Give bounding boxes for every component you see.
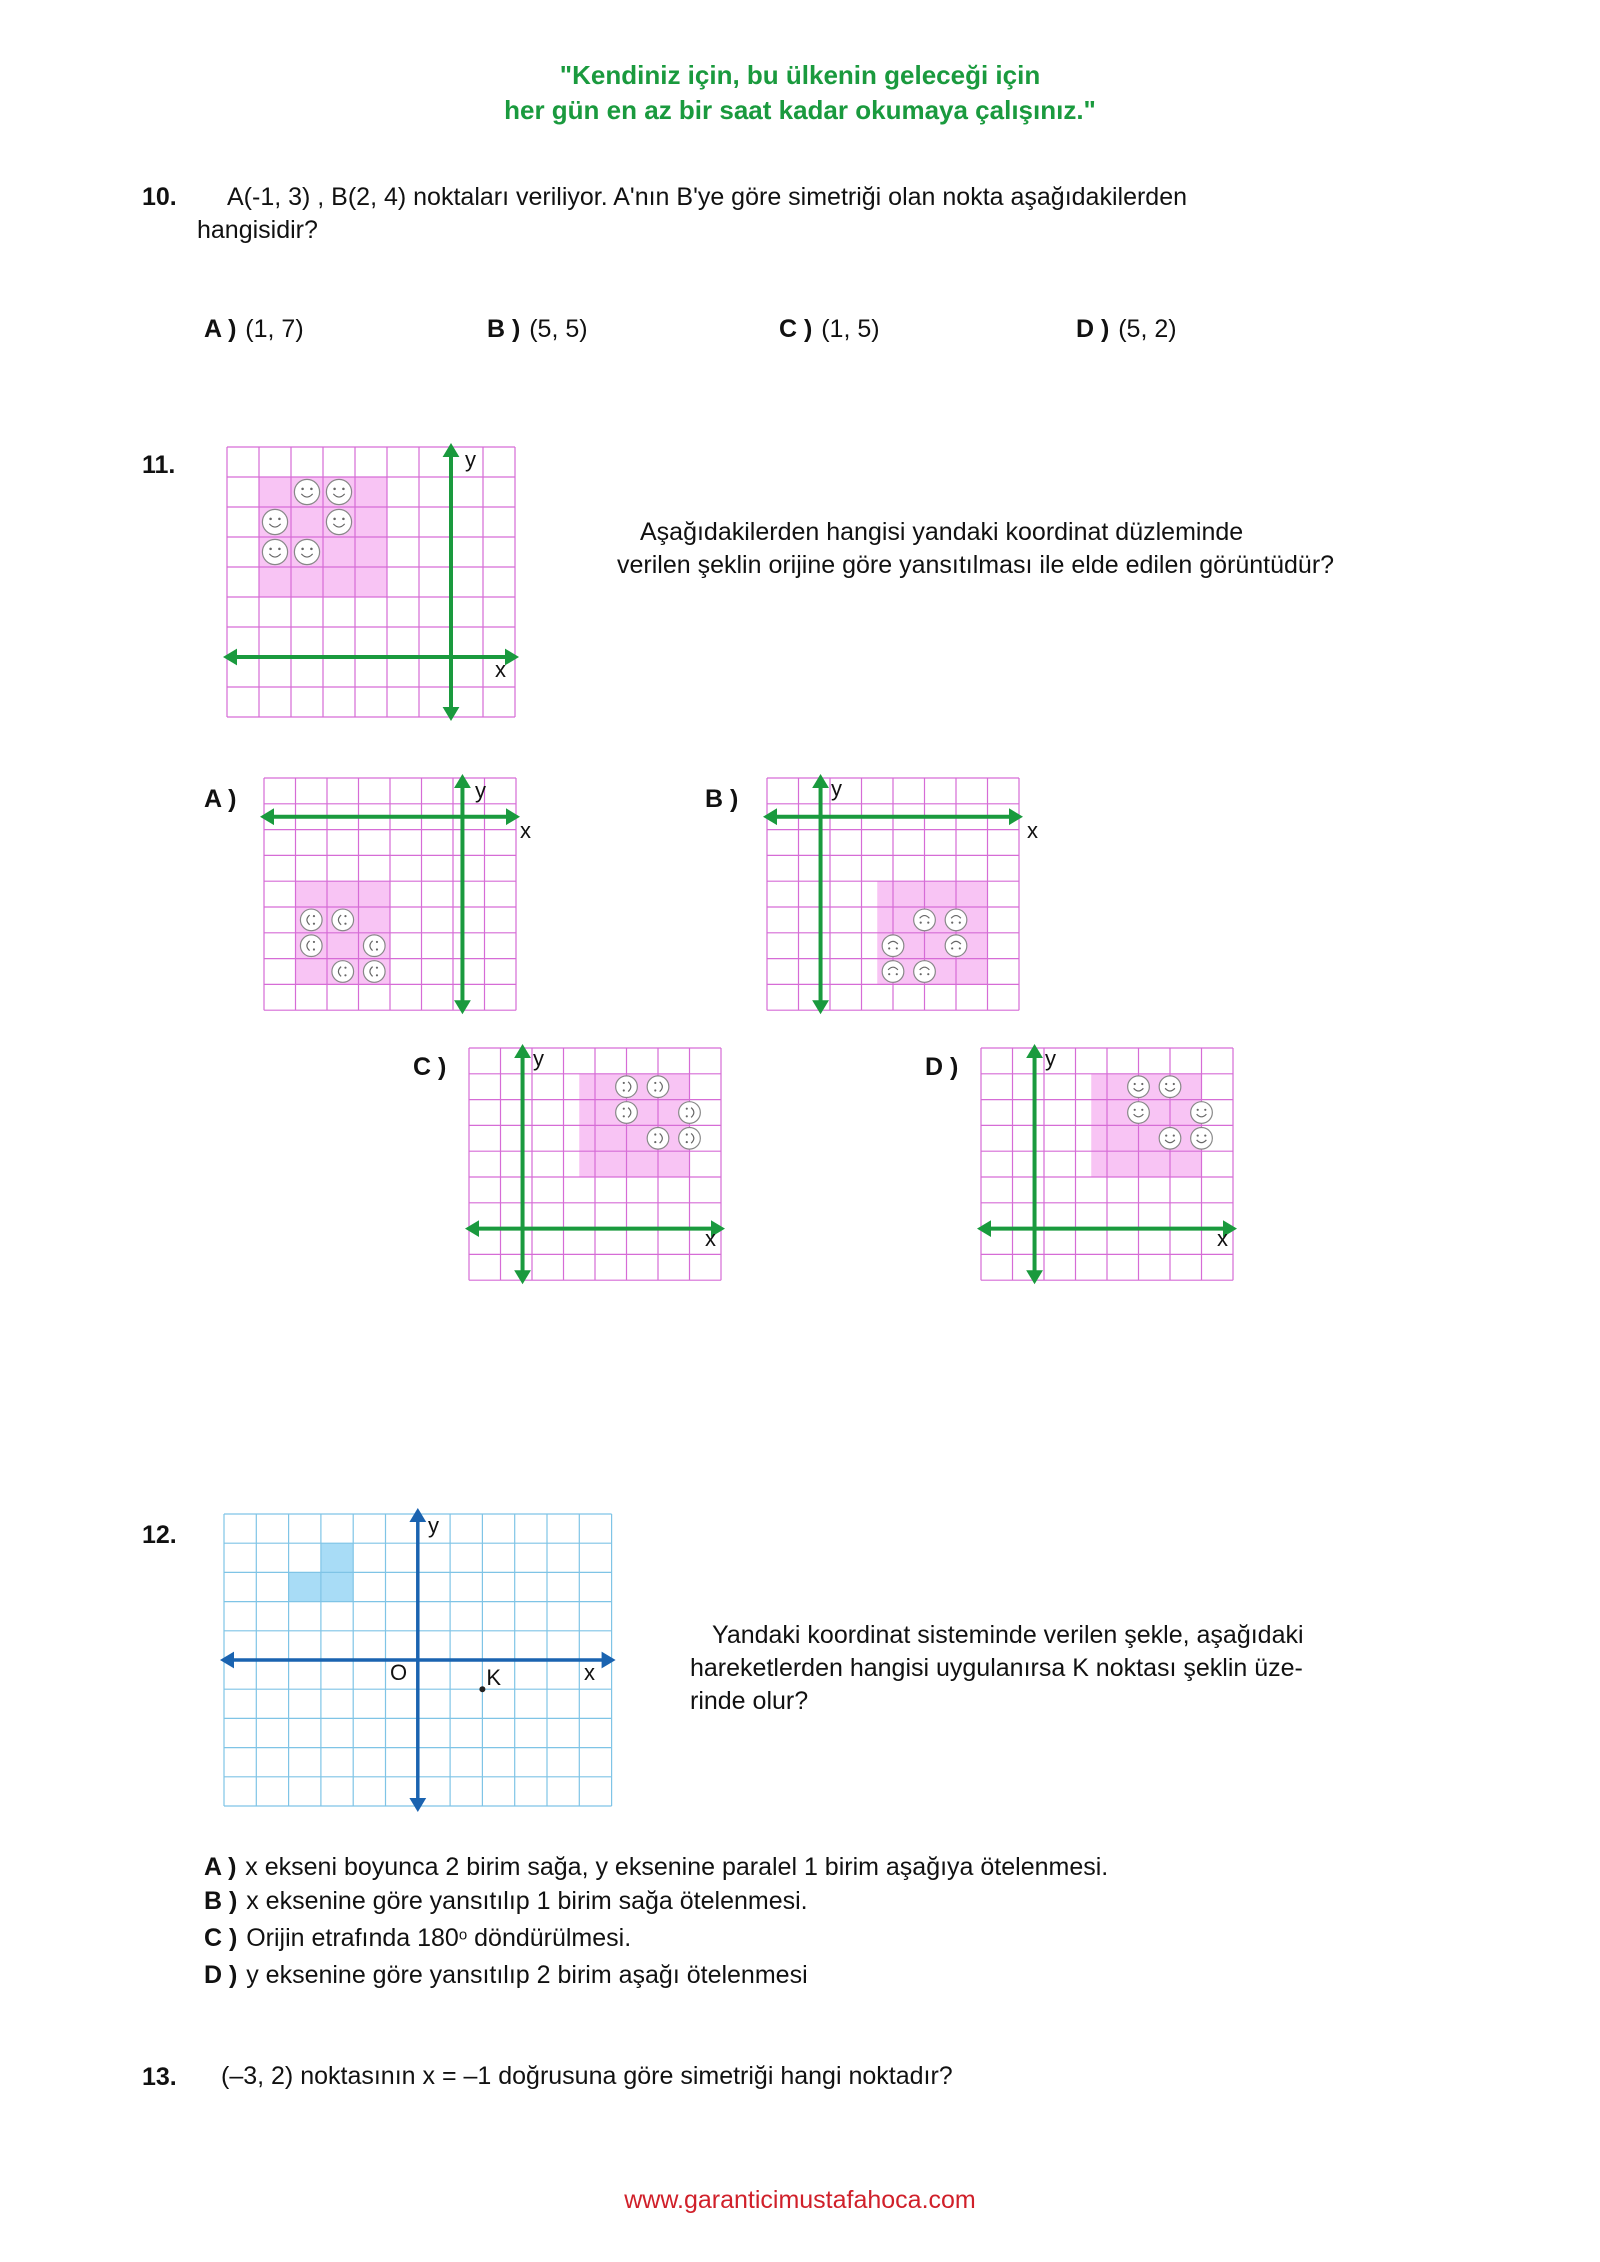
x-axis-label: x — [1027, 818, 1038, 843]
y-axis-arrow-up — [443, 443, 460, 457]
smiley-icon — [1128, 1102, 1150, 1124]
question-11-text: Aşağıdakilerden hangisi yandaki koordinat düzleminde — [640, 518, 1244, 546]
smiley-icon — [1191, 1102, 1213, 1124]
x-axis-label: x — [495, 657, 506, 682]
y-axis-arrow-down — [1026, 1270, 1043, 1284]
smiley-icon — [262, 539, 287, 564]
y-axis-arrow-up — [514, 1044, 531, 1058]
y-axis-arrow-down — [443, 707, 460, 721]
quote-line-2: her gün en az bir saat kadar okumaya çalışınız." — [504, 95, 1096, 125]
y-axis-label: y — [533, 1046, 544, 1071]
q11-option-a-label[interactable]: A ) — [204, 785, 237, 813]
question-13-number: 13. — [142, 2063, 177, 2091]
y-axis-label: y — [831, 776, 842, 801]
question-11-text-2: verilen şeklin orijine göre yansıtılması ile elde edilen görüntüdür? — [617, 551, 1335, 579]
smiley-icon — [945, 935, 967, 957]
q10-option-d[interactable]: D ) (5, 2) — [1076, 315, 1177, 343]
origin-label: O — [390, 1660, 408, 1685]
question-10-text-2: hangisidir? — [197, 216, 318, 244]
smiley-icon — [1159, 1076, 1181, 1098]
q12-option-c[interactable]: C ) Orijin etrafında 180$^o$ döndürülmesi. — [204, 1924, 632, 1952]
question-12-text-3: rinde olur? — [690, 1687, 809, 1715]
y-axis-label: y — [465, 447, 476, 472]
q12-option-b[interactable]: B ) x eksenine göre yansıtılıp 1 birim sağa ötelenmesi. — [204, 1887, 808, 1915]
shaded-shape — [321, 1543, 353, 1572]
x-axis-arrow-left — [977, 1220, 991, 1237]
x-axis-label: x — [1217, 1226, 1228, 1251]
smiley-icon — [326, 509, 351, 534]
q11-option-a-grid[interactable] — [262, 776, 542, 1010]
q10-option-a[interactable]: A ) (1, 7) — [204, 315, 304, 343]
smiley-icon — [332, 961, 354, 983]
q12-option-a[interactable]: A ) x ekseni boyunca 2 birim sağa, y eksenine paralel 1 birim aşağıya ötelenmesi. — [204, 1853, 1109, 1881]
smiley-icon — [679, 1102, 701, 1124]
x-axis-arrow-right — [602, 1652, 616, 1669]
x-axis-arrow-left — [260, 808, 274, 825]
smiley-icon — [679, 1127, 701, 1149]
smiley-icon — [332, 909, 354, 931]
x-axis-arrow-left — [465, 1220, 479, 1237]
smiley-icon — [300, 935, 322, 957]
smiley-icon — [294, 539, 319, 564]
q11-option-c-label[interactable]: C ) — [413, 1053, 447, 1081]
question-13-text: (–3, 2) noktasının x = –1 doğrusuna göre simetriği hangi noktadır? — [221, 2062, 953, 2090]
smiley-icon — [300, 909, 322, 931]
smiley-icon — [363, 961, 385, 983]
smiley-icon — [1159, 1127, 1181, 1149]
question-12-number: 12. — [142, 1521, 177, 1549]
smiley-icon — [1191, 1127, 1213, 1149]
x-axis-label: x — [584, 1660, 595, 1685]
y-axis-label: y — [475, 778, 486, 803]
smiley-icon — [1128, 1076, 1150, 1098]
y-axis-arrow-up — [454, 774, 471, 788]
q11-option-b-label[interactable]: B ) — [705, 785, 739, 813]
smiley-icon — [945, 909, 967, 931]
smiley-icon — [363, 935, 385, 957]
x-axis-arrow-right — [505, 649, 519, 666]
point-k — [479, 1686, 485, 1692]
q12-grid — [222, 1508, 617, 1813]
q12-option-d[interactable]: D ) y eksenine göre yansıtılıp 2 birim aşağı ötelenmesi — [204, 1961, 808, 1989]
q11-option-b-grid[interactable] — [765, 776, 1045, 1010]
smiley-icon — [326, 479, 351, 504]
question-11-number: 11. — [142, 451, 176, 479]
question-12-text-2: hareketlerden hangisi uygulanırsa K noktası şeklin üze- — [690, 1654, 1303, 1682]
q11-option-d-label[interactable]: D ) — [925, 1053, 959, 1081]
y-axis-arrow-up — [409, 1508, 426, 1522]
x-axis-label: x — [705, 1226, 716, 1251]
x-axis-arrow-left — [763, 808, 777, 825]
quote-line-1: "Kendiniz için, bu ülkenin geleceği için — [559, 60, 1041, 90]
smiley-icon — [914, 909, 936, 931]
smiley-icon — [647, 1127, 669, 1149]
x-axis-arrow-right — [1009, 808, 1023, 825]
question-10-number: 10. — [142, 183, 177, 211]
y-axis-arrow-up — [1026, 1044, 1043, 1058]
smiley-icon — [882, 935, 904, 957]
q11-option-c-grid[interactable] — [467, 1046, 747, 1280]
x-axis-arrow-left — [223, 649, 237, 666]
y-axis-arrow-down — [454, 1000, 471, 1014]
q11-option-d-grid[interactable] — [979, 1046, 1259, 1280]
x-axis-arrow-left — [220, 1652, 234, 1669]
q10-option-b[interactable]: B ) (5, 5) — [487, 315, 588, 343]
y-axis-arrow-down — [812, 1000, 829, 1014]
y-axis-label: y — [428, 1513, 439, 1538]
point-k-label: K — [486, 1665, 502, 1691]
smiley-icon — [616, 1076, 638, 1098]
y-axis-arrow-down — [409, 1798, 426, 1812]
question-10-text: A(-1, 3) , B(2, 4) noktaları veriliyor. A'nın B'ye göre simetriği olan nokta aşağıdakilerden — [227, 183, 1188, 211]
smiley-icon — [914, 961, 936, 983]
smiley-icon — [262, 509, 287, 534]
shaded-shape — [321, 1572, 353, 1601]
q10-option-c[interactable]: C ) (1, 5) — [779, 315, 880, 343]
smiley-icon — [647, 1076, 669, 1098]
q11-main-grid — [225, 445, 515, 719]
y-axis-arrow-up — [812, 774, 829, 788]
smiley-icon — [616, 1102, 638, 1124]
question-12-text: Yandaki koordinat sisteminde verilen şekle, aşağıdaki — [712, 1621, 1304, 1649]
y-axis-label: y — [1045, 1046, 1056, 1071]
y-axis-arrow-down — [514, 1270, 531, 1284]
smiley-icon — [294, 479, 319, 504]
x-axis-arrow-right — [506, 808, 520, 825]
shaded-shape — [289, 1572, 321, 1601]
footer-url[interactable]: www.garanticimustafahoca.com — [624, 2186, 976, 2214]
x-axis-label: x — [520, 818, 531, 843]
smiley-icon — [882, 961, 904, 983]
